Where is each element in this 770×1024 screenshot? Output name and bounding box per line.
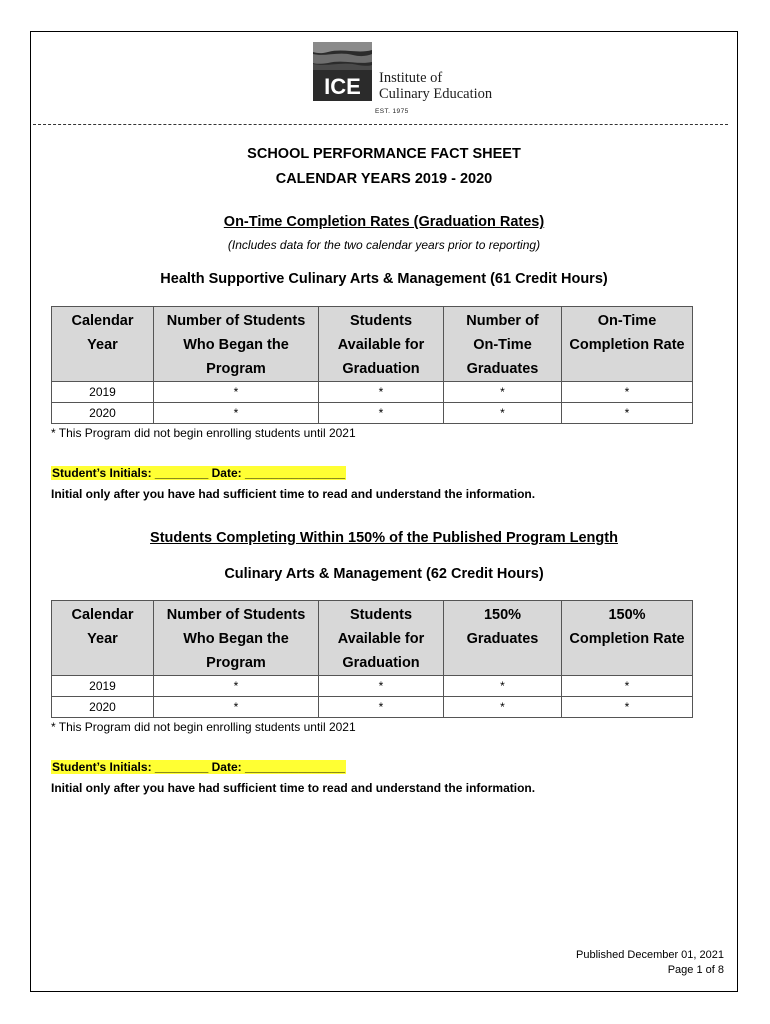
page-subtitle: CALENDAR YEARS 2019 - 2020 — [275, 171, 493, 187]
section2-table — [51, 600, 693, 718]
section2-note: * This Program did not begin enrolling students until 2021 — [51, 720, 356, 734]
table-cell: * — [562, 403, 693, 424]
table-row — [52, 676, 693, 697]
table-cell: * — [562, 382, 693, 403]
table-cell: * — [154, 676, 319, 697]
table-cell: * — [319, 382, 444, 403]
logo-name — [379, 70, 492, 102]
logo-mark-text: ICE — [324, 74, 361, 99]
column-header-available-graduation: Students Available for Graduation — [319, 601, 444, 676]
column-header-ontime-graduates: Number of On-Time Graduates — [444, 307, 562, 382]
section1-table — [51, 306, 693, 424]
header-divider — [33, 124, 728, 125]
section1-instruction: Initial only after you have had sufficient time to read and understand the information. — [51, 487, 536, 501]
table-cell: 2019 — [52, 382, 154, 403]
table-cell: 2019 — [52, 676, 154, 697]
section2-initials-line[interactable]: Student’s Initials: ________ Date: _______________ — [52, 760, 346, 774]
section1-heading: On-Time Completion Rates (Graduation Rates) — [223, 214, 545, 230]
column-header-available-graduation: Students Available for Graduation — [319, 307, 444, 382]
table-cell: * — [444, 403, 562, 424]
section2-program: Culinary Arts & Management (62 Credit Hours) — [224, 566, 544, 582]
ice-logo — [313, 42, 513, 122]
page-title: SCHOOL PERFORMANCE FACT SHEET — [247, 146, 521, 162]
section1-initials-line[interactable]: Student’s Initials: ________ Date: _______________ — [52, 466, 346, 480]
table-cell: * — [444, 382, 562, 403]
column-header-students-began: Number of Students Who Began the Program — [154, 307, 319, 382]
section1-program: Health Supportive Culinary Arts & Management (61 Credit Hours) — [160, 271, 608, 287]
table-cell: * — [562, 676, 693, 697]
table-cell: * — [319, 697, 444, 718]
section1-subheading: (Includes data for the two calendar years prior to reporting) — [227, 238, 541, 252]
table-header-row — [52, 307, 693, 382]
table-cell: * — [154, 403, 319, 424]
logo-name-line1: Institute of — [379, 70, 443, 86]
table-cell: * — [319, 676, 444, 697]
page-number: Page 1 of 8 — [667, 964, 724, 976]
section2-heading: Students Completing Within 150% of the Published Program Length — [150, 530, 618, 546]
table-cell: 2020 — [52, 403, 154, 424]
section2-instruction: Initial only after you have had sufficient time to read and understand the information. — [51, 781, 536, 795]
column-header-completion-rate: On-Time Completion Rate — [562, 307, 693, 382]
published-date: Published December 01, 2021 — [576, 949, 724, 961]
table-row — [52, 697, 693, 718]
column-header-150-completion-rate: 150% Completion Rate — [562, 601, 693, 676]
column-header-calendar-year: Calendar Year — [52, 307, 154, 382]
table-row — [52, 382, 693, 403]
section1-note: * This Program did not begin enrolling students until 2021 — [51, 426, 356, 440]
column-header-students-began: Number of Students Who Began the Program — [154, 601, 319, 676]
table-cell: * — [154, 697, 319, 718]
column-header-150-graduates: 150% Graduates — [444, 601, 562, 676]
logo-name-line2: Culinary Education — [379, 86, 493, 102]
table-cell: * — [562, 697, 693, 718]
table-cell: * — [444, 676, 562, 697]
column-header-calendar-year: Calendar Year — [52, 601, 154, 676]
table-cell: * — [444, 697, 562, 718]
table-cell: * — [154, 382, 319, 403]
ice-logo-mark — [313, 42, 372, 101]
table-cell: * — [319, 403, 444, 424]
logo-est: EST. 1975 — [375, 108, 409, 115]
page-footer — [576, 948, 724, 978]
table-row — [52, 403, 693, 424]
table-header-row — [52, 601, 693, 676]
table-cell: 2020 — [52, 697, 154, 718]
